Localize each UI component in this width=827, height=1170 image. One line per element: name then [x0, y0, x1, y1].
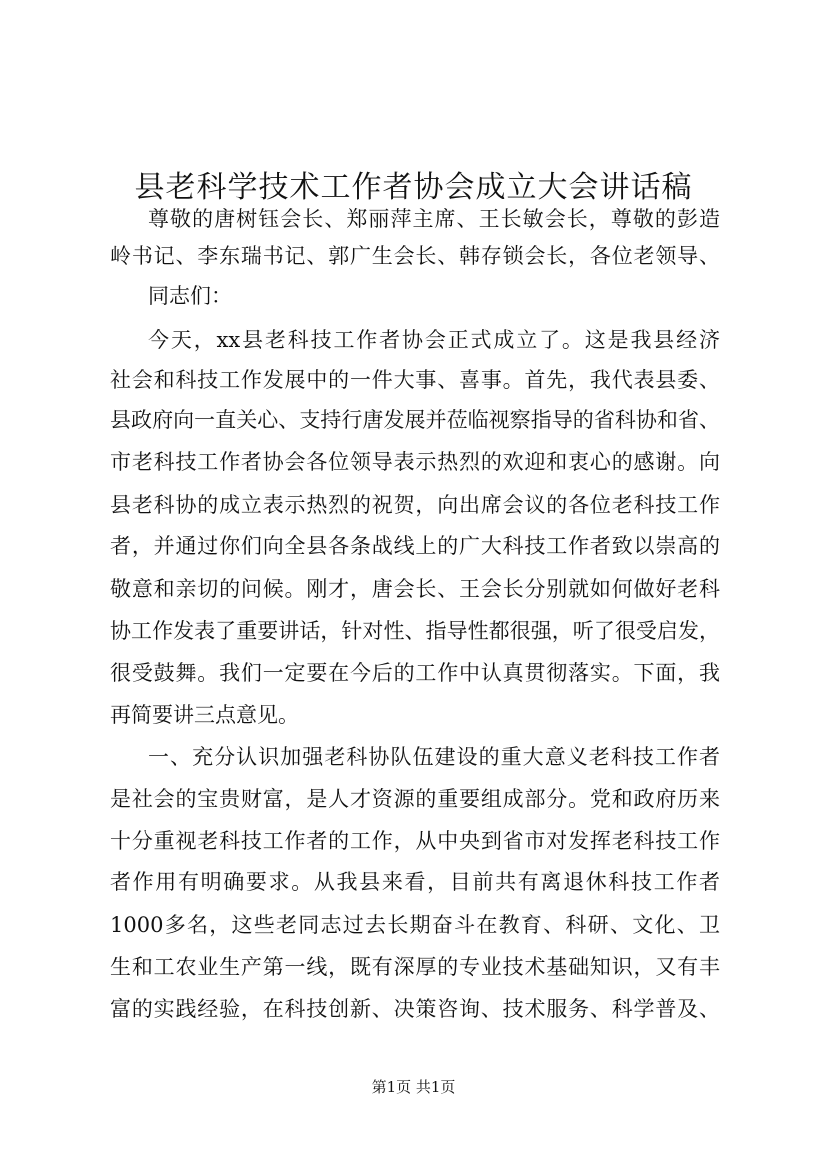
body-line: 再简要讲三点意见。 [110, 703, 299, 727]
body-line: 尊敬的唐树钰会长、郑丽萍主席、王长敏会长，尊敬的彭造 [148, 207, 720, 231]
body-line: 县政府向一直关心、支持行唐发展并莅临视察指导的省科协和省、 [110, 408, 720, 432]
body-line: 一、充分认识加强老科协队伍建设的重大意义老科技工作者 [148, 745, 720, 769]
body-line: 今天，xx县老科技工作者协会正式成立了。这是我县经济 [148, 328, 720, 352]
page-number-footer: 第1页 共1页 [371, 1078, 456, 1096]
body-line: 市老科技工作者协会各位领导表示热烈的欢迎和衷心的感谢。向 [110, 450, 720, 474]
body-line: 者，并通过你们向全县各条战线上的广大科技工作者致以崇高的 [110, 534, 720, 558]
document-title: 县老科学技术工作者协会成立大会讲话稿 [134, 170, 693, 206]
body-line: 者作用有明确要求。从我县来看，目前共有离退休科技工作者 [110, 870, 720, 894]
body-line: 十分重视老科技工作者的工作，从中央到省市对发挥老科技工作 [110, 829, 720, 853]
body-line: 敬意和亲切的问候。刚才，唐会长、王会长分别就如何做好老科 [110, 577, 720, 601]
body-line: 是社会的宝贵财富，是人才资源的重要组成部分。党和政府历来 [110, 787, 720, 811]
body-line: 富的实践经验，在科技创新、决策咨询、技术服务、科学普及、 [110, 997, 720, 1021]
body-line: 生和工农业生产第一线，既有深厚的专业技术基础知识，又有丰 [110, 955, 720, 979]
body-line: 协工作发表了重要讲话，针对性、指导性都很强，听了很受启发， [110, 619, 720, 643]
body-line: 很受鼓舞。我们一定要在今后的工作中认真贯彻落实。下面，我 [110, 661, 720, 685]
body-line: 社会和科技工作发展中的一件大事、喜事。首先，我代表县委、 [110, 368, 720, 392]
body-line: 岭书记、李东瑞书记、郭广生会长、韩存锁会长，各位老领导、 [110, 244, 720, 268]
body-line: 县老科协的成立表示热烈的祝贺，向出席会议的各位老科技工作 [110, 493, 720, 517]
body-line: 同志们： [148, 284, 232, 308]
body-line: 1000多名，这些老同志过去长期奋斗在教育、科研、文化、卫 [110, 913, 720, 937]
